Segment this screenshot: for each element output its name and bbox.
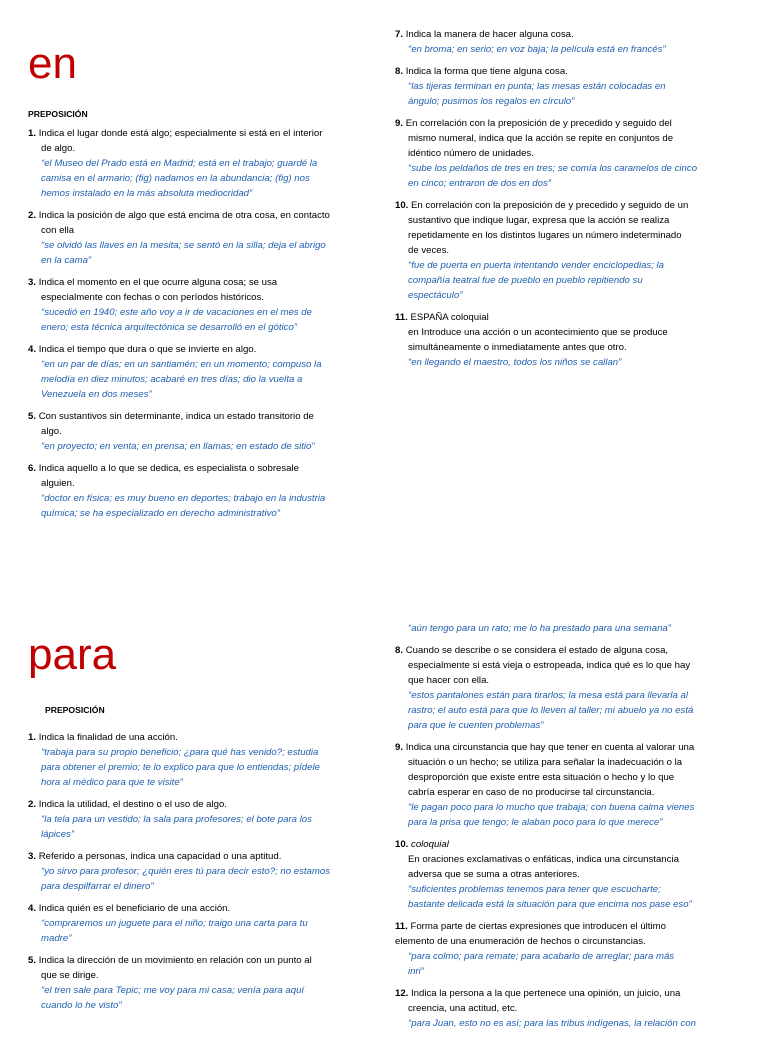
definition-first-line bbox=[395, 64, 740, 79]
definition-text: Indica la persona a la que pertenece una opinión, un juicio, una bbox=[411, 988, 681, 999]
definition-continuation: con ella bbox=[41, 225, 75, 236]
example-line: “suficientes problemas tenemos para tener que escucharte; bbox=[408, 884, 661, 895]
definition-text: Indica la posición de algo que está encima de otra cosa, en contacto bbox=[38, 210, 330, 221]
pos-label-en: PREPOSICIÓN bbox=[28, 109, 88, 119]
definition-continuation: que hacer con ella. bbox=[408, 675, 490, 686]
definition-entry bbox=[28, 275, 368, 335]
definition-text: Indica la forma que tiene alguna cosa. bbox=[405, 66, 568, 77]
definition-first-line bbox=[28, 901, 368, 916]
definition-continuation: En oraciones exclamativas o enfáticas, indica una circunstancia bbox=[408, 854, 679, 865]
example-line: en cinco; entraron de dos en dos” bbox=[408, 178, 551, 189]
definition-number: 12. bbox=[395, 988, 409, 999]
definition-entry bbox=[28, 409, 368, 454]
example-line: “se olvidó las llaves en la mesita; se sentó en la silla; deja el abrigo bbox=[41, 240, 326, 251]
pos-label-para: PREPOSICIÓN bbox=[45, 705, 105, 715]
definition-continuation: de veces. bbox=[408, 245, 450, 256]
definition-continuation: que se dirige. bbox=[41, 970, 99, 981]
title-en: en bbox=[28, 39, 77, 88]
definition-first-line bbox=[28, 208, 368, 223]
definition-first-line bbox=[395, 116, 740, 131]
definition-entry bbox=[395, 740, 740, 830]
example-line: “yo sirvo para profesor; ¿quién eres tú para decir esto?; no estamos bbox=[41, 866, 331, 877]
definition-text: Indica el tiempo que dura o que se invierte en algo. bbox=[38, 344, 257, 355]
en-left-column bbox=[28, 39, 368, 528]
definition-continuation: en Introduce una acción o un acontecimiento que se produce bbox=[408, 327, 668, 338]
example-line: “en proyecto; en venta; en prensa; en llamas; en estado de sitio” bbox=[41, 441, 315, 452]
definition-number: 9. bbox=[395, 742, 404, 753]
example-line: “el tren sale para Tepic; me voy para mi casa; venía para aquí bbox=[41, 985, 305, 996]
definition-number: 10. bbox=[395, 200, 409, 211]
example-line: química; se ha especializado en derecho administrativo” bbox=[41, 508, 280, 519]
definition-first-line bbox=[395, 198, 740, 213]
definition-entry bbox=[395, 198, 740, 303]
definition-first-line bbox=[395, 986, 740, 1001]
en-right-entries bbox=[395, 27, 740, 370]
definition-continuation: sustantivo que indique lugar, expresa que la acción se realiza bbox=[408, 215, 670, 226]
definition-continuation: alguien. bbox=[41, 478, 75, 489]
definition-text: Indica el momento en el que ocurre alguna cosa; se usa bbox=[38, 277, 278, 288]
definition-first-line bbox=[28, 730, 368, 745]
example-line: hemos instalado en la más absoluta mediocridad” bbox=[41, 188, 253, 199]
definition-text: Indica aquello a lo que se dedica, es especialista o sobresale bbox=[38, 463, 299, 474]
example-line: para despilfarrar el dinero” bbox=[41, 881, 154, 892]
definition-text: Indica la dirección de un movimiento en relación con un punto al bbox=[38, 955, 312, 966]
para-right-column bbox=[395, 621, 740, 1038]
example-line: “en broma; en serio; en voz baja; la película está en francés” bbox=[408, 44, 666, 55]
example-line: bastante delicada está la situación para que encima nos pase eso” bbox=[408, 899, 692, 910]
definition-entry bbox=[395, 27, 740, 57]
definition-number: 7. bbox=[395, 29, 404, 40]
example-line: melodía en diez minutos; acabaré en tres días; dio la vuelta a bbox=[41, 374, 303, 385]
definition-number: 11. bbox=[395, 921, 408, 932]
definition-text: Indica una circunstancia que hay que tener en cuenta al valorar una bbox=[405, 742, 695, 753]
example-line: Venezuela en dos meses” bbox=[41, 389, 152, 400]
definition-continuation: cabría esperar en caso de no producirse tal circunstancia. bbox=[408, 787, 655, 798]
example-line: para obtener el premio; te lo explico para que lo entiendas; pídele bbox=[41, 762, 320, 773]
definition-first-line bbox=[395, 919, 740, 934]
definition-entry bbox=[28, 953, 368, 1013]
example-line: “doctor en física; es muy bueno en deportes; trabajo en la industria bbox=[41, 493, 326, 504]
definition-entry bbox=[28, 849, 368, 894]
definition-text: Indica la utilidad, el destino o el uso de algo. bbox=[38, 799, 227, 810]
definition-first-line bbox=[28, 953, 368, 968]
definition-text: ESPAÑA coloquial bbox=[410, 312, 489, 323]
definition-entry bbox=[395, 64, 740, 109]
definition-continuation: situación o un hecho; se utiliza para señalar la inadecuación o la bbox=[408, 757, 683, 768]
definition-first-line bbox=[28, 409, 368, 424]
definition-number: 11. bbox=[395, 312, 408, 323]
example-line: rastro; el auto está para que lo lleven al taller; mi abuelo ya no está bbox=[408, 705, 694, 716]
example-line: “estos pantalones están para tirarlos; la mesa está para llevarla al bbox=[408, 690, 688, 701]
definition-number: 4. bbox=[28, 903, 37, 914]
definition-text: Forma parte de ciertas expresiones que introducen el último bbox=[410, 921, 666, 932]
example-line: “compraremos un juguete para el niño; traigo una carta para tu bbox=[41, 918, 308, 929]
definition-first-line bbox=[28, 797, 368, 812]
definition-text: Con sustantivos sin determinante, indica un estado transitorio de bbox=[38, 411, 314, 422]
example-line: ángulo; pusimos los regalos en círculo” bbox=[408, 96, 575, 107]
definition-text: En correlación con la preposición de y precedido y seguido del bbox=[405, 118, 672, 129]
definition-entry bbox=[28, 208, 368, 268]
definition-text: Indica quién es el beneficiario de una acción. bbox=[38, 903, 231, 914]
para-top-example: “aún tengo para un rato; me lo ha prestado para una semana” bbox=[408, 623, 671, 634]
definition-continuation: algo. bbox=[41, 426, 62, 437]
definition-continuation: adversa que se suma a otras anteriores. bbox=[408, 869, 580, 880]
definition-continuation: idéntico número de unidades. bbox=[408, 148, 534, 159]
definition-number: 8. bbox=[395, 66, 404, 77]
definition-entry bbox=[28, 342, 368, 402]
example-line: espectáculo” bbox=[408, 290, 463, 301]
definition-entry bbox=[395, 986, 740, 1031]
para-right-entries bbox=[395, 643, 740, 1031]
definition-text: Cuando se describe o se considera el estado de alguna cosa, bbox=[405, 645, 669, 656]
example-line: “el Museo del Prado está en Madrid; está en el trabajo; guardé la bbox=[41, 158, 318, 169]
example-line: lápices” bbox=[41, 829, 75, 840]
definition-entry bbox=[395, 837, 740, 912]
example-line: camisa en el armario; (fig) nadamos en la abundancia; (fig) nos bbox=[41, 173, 310, 184]
definition-first-line bbox=[28, 275, 368, 290]
definition-text: Referido a personas, indica una capacidad o una aptitud. bbox=[38, 851, 282, 862]
definition-first-line bbox=[395, 740, 740, 755]
definition-continuation: creencia, una actitud, etc. bbox=[408, 1003, 518, 1014]
definition-number: 9. bbox=[395, 118, 404, 129]
definition-number: 2. bbox=[28, 799, 37, 810]
example-line: en la cama” bbox=[41, 255, 92, 266]
definition-number: 2. bbox=[28, 210, 37, 221]
example-line: “sucedió en 1940; este año voy a ir de vacaciones en el mes de bbox=[41, 307, 312, 318]
example-line: para que le cuenten problemas” bbox=[408, 720, 544, 731]
definition-entry bbox=[28, 901, 368, 946]
example-line: “fue de puerta en puerta intentando vender enciclopedias; la bbox=[408, 260, 665, 271]
definition-continuation: elemento de una enumeración de hechos o circunstancias. bbox=[395, 936, 646, 947]
example-line: cuando lo he visto” bbox=[41, 1000, 122, 1011]
definition-text: Indica la manera de hacer alguna cosa. bbox=[405, 29, 574, 40]
definition-first-line bbox=[28, 126, 368, 141]
definition-text: En correlación con la preposición de y precedido y seguido de un bbox=[411, 200, 689, 211]
example-line: “en llegando el maestro, todos los niños se callan” bbox=[408, 357, 622, 368]
definition-entry bbox=[28, 126, 368, 201]
definition-number: 1. bbox=[28, 732, 37, 743]
example-line: para la prisa que tengo; le alaban poco para lo que merece” bbox=[408, 817, 663, 828]
definition-continuation: de algo. bbox=[41, 143, 76, 154]
example-line: madre” bbox=[41, 933, 72, 944]
definition-text: coloquial bbox=[411, 839, 449, 850]
definition-continuation: especialmente con fechas o con períodos históricos. bbox=[41, 292, 264, 303]
definition-continuation: repetidamente en los distintos lugares un número indeterminado bbox=[408, 230, 682, 241]
definition-entry bbox=[395, 116, 740, 191]
definition-entry bbox=[28, 461, 368, 521]
definition-continuation: mismo numeral, indica que la acción se repite en conjuntos de bbox=[408, 133, 674, 144]
definition-first-line bbox=[395, 643, 740, 658]
en-left-entries bbox=[28, 126, 368, 521]
example-line: “las tijeras terminan en punta; las mesas están colocadas en bbox=[408, 81, 666, 92]
definition-continuation: desproporción que existe entre esta situación o hecho y lo que bbox=[408, 772, 675, 783]
definition-entry bbox=[395, 919, 740, 979]
definition-number: 3. bbox=[28, 277, 37, 288]
definition-text: Indica la finalidad de una acción. bbox=[38, 732, 178, 743]
example-line: “le pagan poco para lo mucho que trabaja; con buena calma vienes bbox=[408, 802, 695, 813]
example-line: “sube los peldaños de tres en tres; se comía los caramelos de cinco bbox=[408, 163, 698, 174]
en-right-column bbox=[395, 27, 740, 377]
definition-continuation: simultáneamente o inmediatamente antes que otro. bbox=[408, 342, 627, 353]
definition-first-line bbox=[28, 342, 368, 357]
example-line: compañía teatral fue de pueblo en pueblo repitiendo su bbox=[408, 275, 643, 286]
example-line: “trabaja para su propio beneficio; ¿para qué has venido?; estudia bbox=[41, 747, 319, 758]
example-line: inri” bbox=[408, 966, 424, 977]
definition-entry bbox=[28, 730, 368, 790]
definition-text: Indica el lugar donde está algo; especialmente si está en el interior bbox=[38, 128, 323, 139]
example-line: hora al médico para que te visite” bbox=[41, 777, 183, 788]
definition-number: 5. bbox=[28, 411, 37, 422]
definition-first-line bbox=[28, 461, 368, 476]
definition-number: 4. bbox=[28, 344, 37, 355]
definition-number: 5. bbox=[28, 955, 37, 966]
example-line: “para colmo; para remate; para acabarlo de arreglar; para más bbox=[408, 951, 675, 962]
definition-first-line bbox=[395, 837, 740, 852]
definition-entry bbox=[395, 643, 740, 733]
definition-number: 10. bbox=[395, 839, 409, 850]
definition-number: 1. bbox=[28, 128, 37, 139]
para-left-column bbox=[28, 630, 368, 1020]
definition-entry bbox=[395, 310, 740, 370]
definition-entry bbox=[28, 797, 368, 842]
definition-first-line bbox=[395, 27, 740, 42]
example-line: “para Juan, esto no es así; para las tribus indígenas, la relación con bbox=[408, 1018, 696, 1029]
para-left-entries bbox=[28, 730, 368, 1013]
definition-first-line bbox=[395, 310, 740, 325]
definition-number: 6. bbox=[28, 463, 37, 474]
title-para: para bbox=[28, 630, 117, 679]
example-line: “la tela para un vestido; la sala para profesores; el bote para los bbox=[41, 814, 312, 825]
definition-number: 3. bbox=[28, 851, 37, 862]
definition-first-line bbox=[28, 849, 368, 864]
example-line: “en un par de días; en un santiamén; en un momento; compuso la bbox=[41, 359, 322, 370]
definition-continuation: especialmente si está vieja o estropeada, indica qué es lo que hay bbox=[408, 660, 691, 671]
definition-number: 8. bbox=[395, 645, 404, 656]
example-line: enero; esta técnica arquitectónica se desarrolló en el gótico” bbox=[41, 322, 297, 333]
